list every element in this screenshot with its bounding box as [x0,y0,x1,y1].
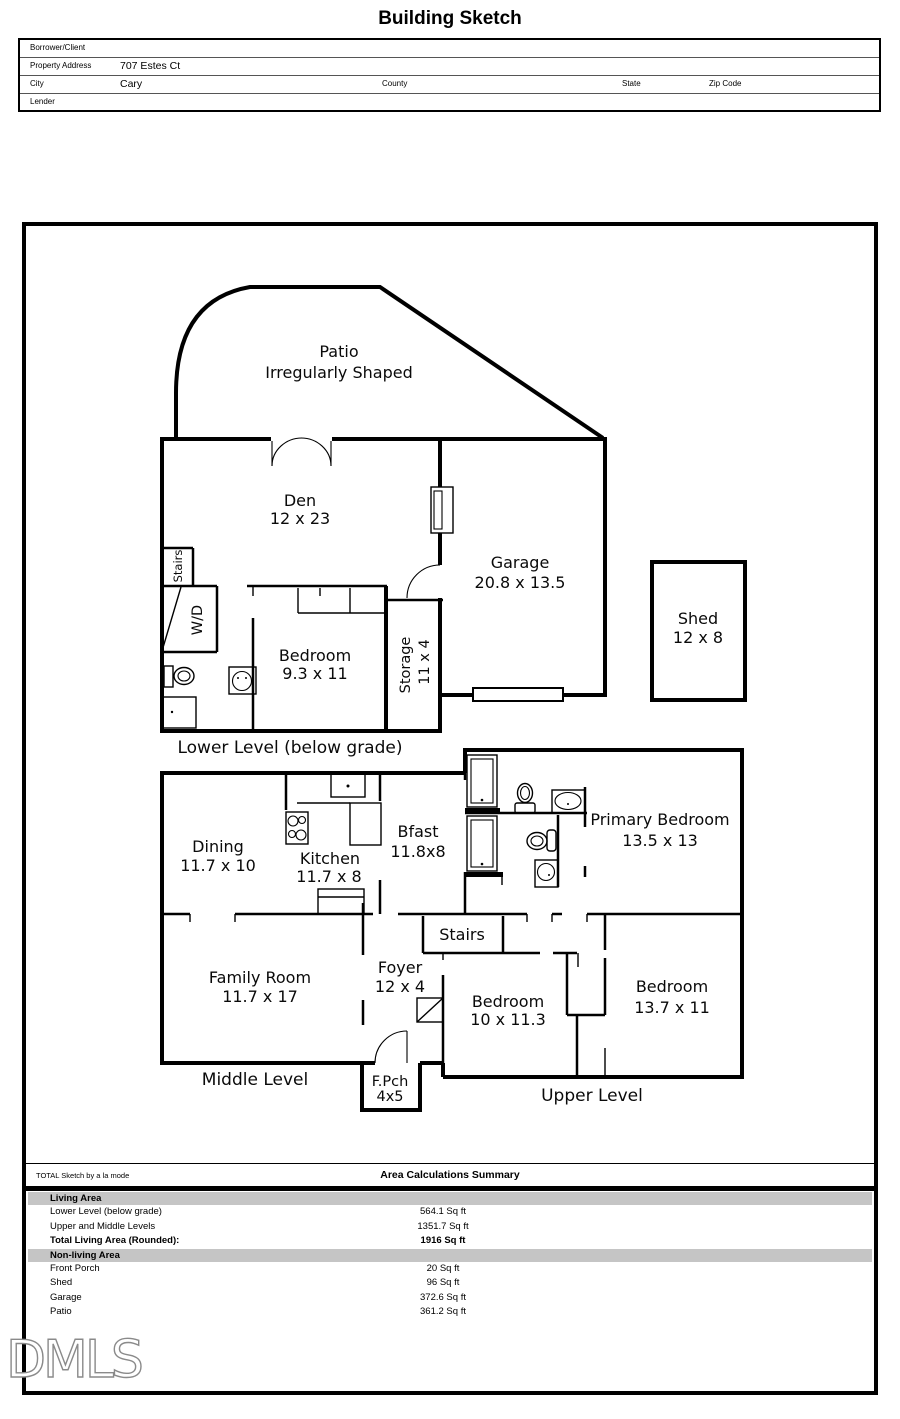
table-row [28,1220,872,1235]
room-dims-dining: 11.7 x 10 [180,856,256,875]
page-title: Building Sketch [378,8,522,29]
room-label-bfast: Bfast [397,822,439,841]
sketch-attribution: TOTAL Sketch by a la mode [36,1171,130,1180]
garage-door-swing-icon [407,565,440,598]
toilet-icon [515,784,535,814]
table-row [28,1205,872,1220]
room-dims-den: 12 x 23 [269,509,331,528]
room-dims-foyer: 12 x 4 [374,977,426,996]
county-label: County [382,79,408,88]
walls-lower-level [162,287,607,733]
row-label: Shed [50,1277,73,1288]
city-value: Cary [120,78,143,90]
mls-watermark [0,1322,200,1402]
level-label-middle: Middle Level [201,1070,309,1090]
room-dims-storage: 11 x 4 [417,639,433,685]
fixtures-lower-bath [163,666,256,728]
row-label: Total Living Area (Rounded): [50,1235,180,1246]
room-dims-bfast: 11.8x8 [390,842,446,861]
row-value: 1916 Sq ft [420,1235,466,1246]
table-row [28,1305,872,1320]
toilet-icon [164,666,194,687]
room-dims-bedroom-lower: 9.3 x 11 [282,664,348,683]
counter-peninsula [350,803,381,845]
row-label: Upper and Middle Levels [50,1220,156,1232]
kitchen-sink-icon [331,774,365,797]
row-label: Lower Level (below grade) [50,1206,162,1217]
shower-icon [163,697,196,728]
room-labels [171,342,730,1106]
row-value: 564.1 Sq ft [420,1206,466,1217]
room-label-dining: Dining [192,837,244,856]
summary-top-bar [26,1186,874,1191]
doors-middle [375,998,443,1063]
lender-label: Lender [30,97,55,106]
room-dims-front-porch: 4x5 [376,1089,404,1105]
room-label-storage: Storage [398,636,414,694]
room-dims-family-room: 11.7 x 17 [222,987,298,1006]
front-door-swing-icon [375,1031,407,1063]
room-label-stairs-lower: Stairs [171,549,185,583]
nonliving-area-header: Non-living Area [28,1249,872,1262]
table-row [28,1291,872,1306]
room-label-laundry: W/D [190,604,206,636]
property-label: Property Address [30,61,92,70]
room-label-bedroom-upper-small: Bedroom [471,992,545,1011]
sink-icon [552,790,585,813]
room-dims-bedroom-upper-large: 13.7 x 11 [634,998,710,1017]
zip-label: Zip Code [709,79,742,88]
table-row [28,1262,872,1277]
property-value: 707 Estes Ct [120,60,181,72]
row-value: 361.2 Sq ft [420,1306,466,1317]
stairs-arrow-icon [417,998,443,1022]
room-label-stairs-upper: Stairs [439,925,485,944]
summary-title: Area Calculations Summary [380,1169,520,1181]
room-label-primary-bedroom: Primary Bedroom [590,810,730,829]
room-dims-primary-bedroom: 13.5 x 13 [622,831,698,850]
area-calculations-table [28,1192,872,1320]
living-area-header: Living Area [28,1192,872,1205]
level-label-upper: Upper Level [541,1086,643,1106]
summary-caption-row [24,1166,876,1184]
row-value: 372.6 Sq ft [420,1291,466,1303]
room-label-front-porch: F.Pch [371,1074,409,1090]
room-label-foyer: Foyer [377,958,423,977]
room-label-den: Den [283,491,317,510]
room-label-kitchen: Kitchen [299,849,361,868]
row-label: Front Porch [50,1262,100,1274]
room-label-bedroom-upper-large: Bedroom [635,977,709,996]
double-door-icon [272,438,331,466]
table-row-total [28,1234,872,1249]
fixtures-kitchen [286,774,381,914]
row-value: 96 Sq ft [426,1277,460,1288]
room-dims-bedroom-upper-small: 10 x 11.3 [470,1010,546,1029]
room-label-bedroom-lower: Bedroom [278,646,352,665]
city-label: City [30,79,44,88]
stove-icon [286,812,308,844]
stair-run-line [162,587,181,651]
room-label-family-room: Family Room [208,968,312,987]
room-label-garage: Garage [490,553,550,572]
row-label: Patio [50,1306,72,1317]
vanity-cabinet-icon [467,816,497,871]
borrower-label: Borrower/Client [30,43,86,52]
fixtures-upper-bath [467,755,585,887]
room-note-patio: Irregularly Shaped [265,363,413,382]
table-row [28,1276,872,1291]
summary-divider [24,1163,876,1164]
row-value: 20 Sq ft [426,1262,460,1274]
room-label-patio: Patio [319,342,359,361]
room-dims-shed: 12 x 8 [672,628,724,647]
watermark-text: DMLS [6,1330,141,1390]
vanity-cabinet-icon [467,755,497,807]
room-dims-kitchen: 11.7 x 8 [296,867,362,886]
garage-overhead-door-icon [473,688,563,701]
toilet-icon [527,830,556,851]
row-value: 1351.7 Sq ft [417,1220,469,1232]
room-dims-garage: 20.8 x 13.5 [474,573,566,592]
row-label: Garage [50,1291,82,1303]
counter-lower [318,889,364,914]
state-label: State [622,79,641,88]
shower-icon [535,860,558,887]
level-label-lower: Lower Level (below grade) [177,738,403,758]
room-label-shed: Shed [677,609,719,628]
